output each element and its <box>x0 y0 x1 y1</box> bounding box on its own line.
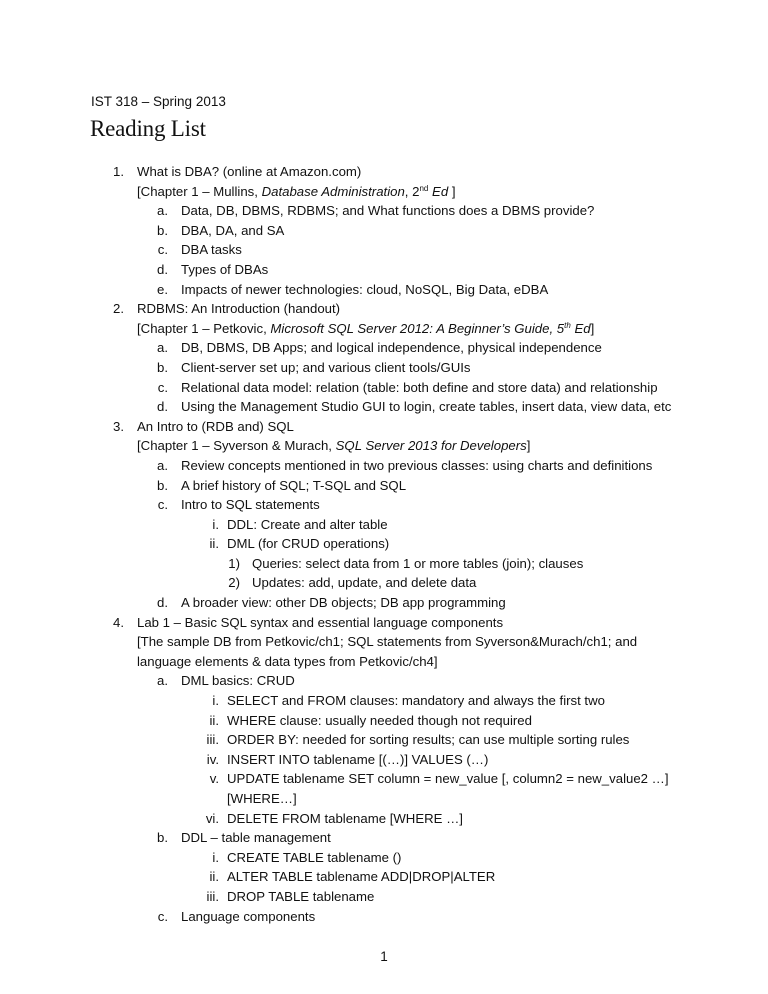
list-text <box>137 299 340 319</box>
text-segment: [Chapter 1 – Petkovic, <box>137 320 271 336</box>
list-line <box>0 671 768 691</box>
text-segment: DDL – table management <box>181 830 331 846</box>
list-marker: i. <box>212 849 219 865</box>
text-segment: DML (for CRUD operations) <box>227 536 390 552</box>
list-text <box>137 613 503 633</box>
list-line <box>0 691 768 711</box>
text-segment: , 2 <box>404 183 420 199</box>
book-title: Database Administration <box>261 183 405 199</box>
list-text <box>227 769 669 789</box>
list-text <box>137 182 456 202</box>
text-segment: Review concepts mentioned in two previous classes: using charts and definitions <box>181 457 653 473</box>
list-line <box>0 613 768 633</box>
text-segment: DDL: Create and alter table <box>227 516 388 532</box>
list-line <box>0 730 768 750</box>
list-line <box>0 789 768 809</box>
text-segment: Queries: select data from 1 or more tables (join); clauses <box>252 555 584 571</box>
list-text <box>252 573 476 593</box>
list-line <box>0 554 768 574</box>
list-marker: a. <box>157 457 168 473</box>
list-marker: ii. <box>209 536 219 552</box>
list-text <box>137 632 637 652</box>
list-line <box>0 573 768 593</box>
list-marker: c. <box>157 497 168 513</box>
list-text <box>181 828 331 848</box>
list-text <box>227 809 463 829</box>
list-line <box>0 201 768 221</box>
list-line <box>0 495 768 515</box>
list-text <box>227 515 388 535</box>
list-line <box>0 476 768 496</box>
list-line <box>0 417 768 437</box>
list-text <box>227 534 389 554</box>
list-marker: ii. <box>209 712 219 728</box>
list-marker: c. <box>157 242 168 258</box>
list-text <box>137 319 594 339</box>
text-segment: UPDATE tablename SET column = new_value [, column2 = new_value2 …] <box>227 771 669 787</box>
list-text <box>227 867 495 887</box>
list-marker: iii. <box>206 732 219 748</box>
list-line <box>0 515 768 535</box>
list-line <box>0 809 768 829</box>
list-line <box>0 534 768 554</box>
list-marker: d. <box>157 595 168 611</box>
text-segment: A brief history of SQL; T-SQL and SQL <box>181 477 407 493</box>
list-text <box>181 476 406 496</box>
text-segment: [The sample DB from Petkovic/ch1; SQL statements from Syverson&Murach/ch1; and <box>137 634 638 650</box>
list-line <box>0 848 768 868</box>
list-text <box>181 280 548 300</box>
list-marker: i. <box>212 693 219 709</box>
text-segment: RDBMS: An Introduction (handout) <box>137 301 341 317</box>
text-segment: Relational data model: relation (table: both define and store data) and relationship <box>181 379 658 395</box>
list-line <box>0 299 768 319</box>
list-text <box>137 652 438 672</box>
text-segment: Using the Management Studio GUI to login, create tables, insert data, view data, etc <box>181 399 672 415</box>
list-line <box>0 907 768 927</box>
text-segment: ] <box>448 183 456 199</box>
text-segment: language elements & data types from Petkovic/ch4] <box>137 653 438 669</box>
text-segment: CREATE TABLE tablename () <box>227 849 402 865</box>
text-segment: DELETE FROM tablename [WHERE …] <box>227 810 463 826</box>
list-marker: 2) <box>228 575 240 591</box>
list-line <box>0 456 768 476</box>
list-text <box>227 750 488 770</box>
text-segment: Language components <box>181 908 316 924</box>
list-text <box>137 436 530 456</box>
list-line <box>0 593 768 613</box>
list-text <box>227 730 629 750</box>
list-text <box>181 907 315 927</box>
list-text <box>227 691 605 711</box>
list-line <box>0 240 768 260</box>
list-marker: e. <box>157 281 168 297</box>
text-segment: WHERE clause: usually needed though not required <box>227 712 532 728</box>
list-line <box>0 436 768 456</box>
list-text <box>252 554 583 574</box>
list-text <box>181 495 320 515</box>
list-text <box>137 417 294 437</box>
list-text <box>227 789 297 809</box>
course-heading: IST 318 – Spring 2013 <box>91 94 226 109</box>
book-title: SQL Server 2013 for Developers <box>335 438 527 454</box>
text-segment: DBA, DA, and SA <box>181 222 285 238</box>
list-marker: vi. <box>205 810 219 826</box>
text-segment: DBA tasks <box>181 242 242 258</box>
text-segment: Updates: add, update, and delete data <box>252 575 477 591</box>
list-line <box>0 319 768 339</box>
list-line <box>0 867 768 887</box>
list-text <box>181 201 594 221</box>
text-segment: Intro to SQL statements <box>181 497 320 513</box>
list-text <box>227 848 401 868</box>
text-segment: ALTER TABLE tablename ADD|DROP|ALTER <box>227 869 496 885</box>
text-segment: Client-server set up; and various client tools/GUIs <box>181 359 471 375</box>
text-segment: [Chapter 1 – Mullins, <box>137 183 262 199</box>
list-line <box>0 652 768 672</box>
list-marker: d. <box>157 399 168 415</box>
superscript: nd <box>419 183 429 193</box>
list-marker: 4. <box>113 614 124 630</box>
list-marker: 2. <box>113 301 124 317</box>
list-marker: a. <box>157 673 168 689</box>
text-segment: ] <box>526 438 531 454</box>
list-text <box>227 711 532 731</box>
text-segment: DML basics: CRUD <box>181 673 295 689</box>
text-segment: [WHERE…] <box>227 791 297 806</box>
text-segment: DB, DBMS, DB Apps; and logical independence, physical independence <box>181 340 602 356</box>
text-segment: Impacts of newer technologies: cloud, NoSQL, Big Data, eDBA <box>181 281 549 297</box>
book-title: Ed <box>428 183 449 199</box>
list-line <box>0 338 768 358</box>
text-segment: Types of DBAs <box>181 261 269 277</box>
text-segment: SELECT and FROM clauses: mandatory and always the first two <box>227 693 605 709</box>
list-marker: i. <box>212 516 219 532</box>
list-line <box>0 828 768 848</box>
list-marker: d. <box>157 261 168 277</box>
list-text <box>181 221 284 241</box>
list-marker: 1. <box>113 164 124 179</box>
list-marker: c. <box>157 908 168 924</box>
list-text <box>181 338 602 358</box>
list-marker: a. <box>157 340 168 356</box>
book-title: Microsoft SQL Server 2012: A Beginner’s Guide, 5 <box>270 320 565 336</box>
list-marker: v. <box>209 771 219 787</box>
list-line <box>0 280 768 300</box>
list-text <box>181 358 471 378</box>
list-marker: ii. <box>209 869 219 885</box>
list-marker: b. <box>157 359 168 375</box>
list-text <box>227 887 374 907</box>
book-title: Ed <box>570 320 591 336</box>
reading-list <box>0 162 768 926</box>
list-marker: iv. <box>206 751 219 767</box>
list-marker: c. <box>157 379 168 395</box>
superscript: th <box>564 320 571 330</box>
list-line <box>0 769 768 789</box>
list-marker: b. <box>157 830 168 846</box>
text-segment: ] <box>590 320 595 336</box>
list-marker: 3. <box>113 418 124 434</box>
text-segment: DROP TABLE tablename <box>227 888 375 904</box>
list-line <box>0 378 768 398</box>
list-text <box>181 671 295 691</box>
list-line <box>0 182 768 202</box>
list-marker: 1) <box>228 555 240 571</box>
text-segment: Lab 1 – Basic SQL syntax and essential language components <box>137 614 504 630</box>
list-line <box>0 260 768 280</box>
list-marker: iii. <box>206 888 219 904</box>
list-text <box>181 240 242 260</box>
list-line <box>0 397 768 417</box>
list-line <box>0 887 768 907</box>
list-line <box>0 221 768 241</box>
list-line <box>0 750 768 770</box>
text-segment: INSERT INTO tablename [(…)] VALUES (…) <box>227 751 489 767</box>
list-line <box>0 358 768 378</box>
list-line <box>0 162 768 182</box>
list-marker: a. <box>157 203 168 219</box>
list-marker: b. <box>157 222 168 238</box>
text-segment: A broader view: other DB objects; DB app programming <box>181 595 506 611</box>
list-line <box>0 711 768 731</box>
list-text <box>181 378 658 398</box>
text-segment: An Intro to (RDB and) SQL <box>137 418 294 434</box>
text-segment: ORDER BY: needed for sorting results; can use multiple sorting rules <box>227 732 630 748</box>
text-segment: [Chapter 1 – Syverson & Murach, <box>137 438 336 454</box>
page-number: 1 <box>380 949 388 964</box>
text-segment: Data, DB, DBMS, RDBMS; and What functions does a DBMS provide? <box>181 203 595 219</box>
page-title: Reading List <box>90 116 206 141</box>
text-segment: What is DBA? (online at Amazon.com) <box>137 164 362 179</box>
list-text <box>181 260 268 280</box>
list-marker: b. <box>157 477 168 493</box>
list-text <box>181 397 671 417</box>
list-line <box>0 632 768 652</box>
list-text <box>181 456 652 476</box>
list-text <box>137 162 361 182</box>
list-text <box>181 593 506 613</box>
